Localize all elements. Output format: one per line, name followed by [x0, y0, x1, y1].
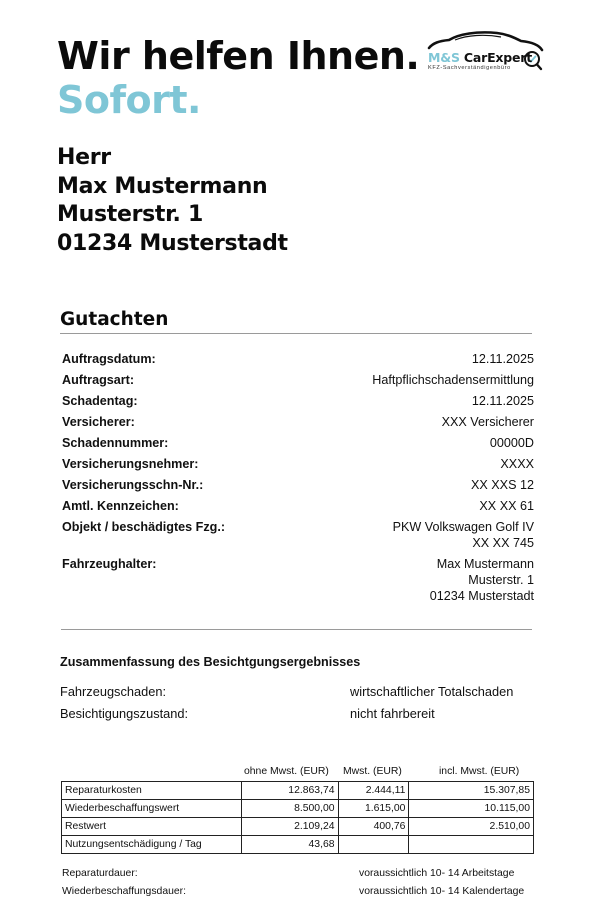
detail-label: Schadennummer:: [62, 436, 169, 450]
detail-row: [62, 372, 534, 388]
detail-value-line: Max Mustermann: [436, 557, 534, 571]
duration-list: [62, 868, 542, 904]
detail-label: Versicherer:: [62, 415, 135, 429]
summary-row: [60, 706, 540, 728]
cost-label-cell: Reparaturkosten: [62, 782, 242, 800]
address-salutation: Herr: [57, 145, 111, 170]
cost-value-cell: 8.500,00: [241, 800, 338, 818]
cost-value-cell: 2.109,24: [241, 818, 338, 836]
summary-label: Fahrzeugschaden:: [60, 684, 166, 699]
duration-value: voraussichtlich 10- 14 Arbeitstage: [359, 868, 515, 879]
section-divider: [60, 333, 532, 334]
address-street: Musterstr. 1: [57, 202, 203, 227]
detail-value: [490, 435, 534, 451]
report-details: [62, 351, 534, 609]
cost-value-cell: 2.444,11: [338, 782, 409, 800]
detail-label: Objekt / beschädigtes Fzg.:: [62, 520, 226, 534]
detail-value: [472, 393, 534, 409]
detail-value-line: XX XX 61: [479, 499, 534, 513]
cost-value-cell: [409, 836, 534, 854]
logo-brand-prefix: M&S: [428, 50, 464, 65]
column-header-gross: incl. Mwst. (EUR): [439, 766, 520, 777]
detail-value-line: 01234 Musterstadt: [429, 589, 534, 603]
cost-value-cell: 400,76: [338, 818, 409, 836]
cost-value-cell: 12.863,74: [241, 782, 338, 800]
detail-label: Versicherungsnehmer:: [62, 457, 199, 471]
detail-value: [500, 456, 534, 472]
cost-value-cell: 15.307,85: [409, 782, 534, 800]
detail-value: [479, 498, 534, 514]
detail-value-line: XXXX: [500, 457, 534, 471]
detail-row: [62, 456, 534, 472]
cost-table: [61, 781, 534, 854]
detail-value: [393, 519, 534, 551]
detail-label: Fahrzeughalter:: [62, 557, 157, 571]
headline-line-1: Wir helfen Ihnen.: [57, 34, 420, 78]
cost-row: [62, 836, 534, 854]
detail-row: [62, 477, 534, 493]
detail-value-line: XX XX 745: [472, 536, 534, 550]
detail-label: Versicherungsschn-Nr.:: [62, 478, 204, 492]
summary-label: Besichtigungszustand:: [60, 706, 189, 721]
detail-value: [471, 477, 534, 493]
logo-brand-name: CarExpert: [463, 50, 533, 65]
summary-value: wirtschaftlicher Totalschaden: [350, 684, 514, 699]
detail-label: Amtl. Kennzeichen:: [62, 499, 179, 513]
recipient-address: [57, 144, 288, 258]
detail-value-line: XXX Versicherer: [441, 415, 534, 429]
cost-row: [62, 800, 534, 818]
detail-value-line: Musterstr. 1: [468, 573, 534, 587]
cost-value-cell: 2.510,00: [409, 818, 534, 836]
cost-value-cell: 10.115,00: [409, 800, 534, 818]
address-name: Max Mustermann: [57, 173, 268, 199]
summary-list: [60, 684, 540, 728]
detail-label: Schadentag:: [62, 394, 138, 408]
summary-row: [60, 684, 540, 706]
detail-value-line: PKW Volkswagen Golf IV: [392, 520, 534, 534]
detail-label: Auftragsart:: [62, 373, 135, 387]
cost-value-cell: 43,68: [241, 836, 338, 854]
column-header-net: ohne Mwst. (EUR): [244, 766, 329, 777]
column-header-vat: Mwst. (EUR): [343, 766, 402, 777]
detail-row: [62, 519, 534, 551]
duration-row: [62, 886, 542, 904]
cost-row: [62, 782, 534, 800]
detail-value-line: Haftpflichschadensermittlung: [372, 373, 534, 387]
cost-label-cell: Wiederbeschaffungswert: [62, 800, 242, 818]
headline-line-2: Sofort.: [57, 78, 201, 122]
detail-label: Auftragsdatum:: [62, 352, 156, 366]
detail-row: [62, 351, 534, 367]
company-logo: [425, 28, 547, 76]
summary-title: Zusammenfassung des Besichtgungsergebnisses: [60, 655, 361, 669]
duration-row: [62, 868, 542, 886]
detail-value-line: 12.11.2025: [471, 352, 534, 366]
detail-row: [62, 393, 534, 409]
cost-row: [62, 818, 534, 836]
detail-value: [472, 351, 534, 367]
detail-row: [62, 556, 534, 604]
cost-label-cell: Nutzungsentschädigung / Tag: [62, 836, 242, 854]
detail-value-line: 00000D: [489, 436, 534, 450]
detail-value-line: 12.11.2025: [471, 394, 534, 408]
detail-row: [62, 498, 534, 514]
cost-label-cell: Restwert: [62, 818, 242, 836]
detail-value: [372, 372, 534, 388]
summary-divider: [61, 629, 532, 630]
detail-row: [62, 435, 534, 451]
detail-value-line: XX XXS 12: [470, 478, 534, 492]
duration-value: voraussichtlich 10- 14 Kalendertage: [359, 886, 525, 897]
logo-tagline: KFZ-Sachverständigenbüro: [428, 65, 511, 71]
duration-label: Reparaturdauer:: [62, 868, 138, 879]
cost-value-cell: [338, 836, 409, 854]
detail-value: [442, 414, 534, 430]
detail-row: [62, 414, 534, 430]
summary-value: nicht fahrbereit: [350, 706, 435, 721]
detail-value: [430, 556, 534, 604]
cost-value-cell: 1.615,00: [338, 800, 409, 818]
section-title: Gutachten: [60, 309, 169, 330]
duration-label: Wiederbeschaffungsdauer:: [62, 886, 186, 897]
address-city: 01234 Musterstadt: [57, 230, 288, 256]
logo-brand: [428, 50, 532, 65]
headline: [57, 34, 419, 122]
